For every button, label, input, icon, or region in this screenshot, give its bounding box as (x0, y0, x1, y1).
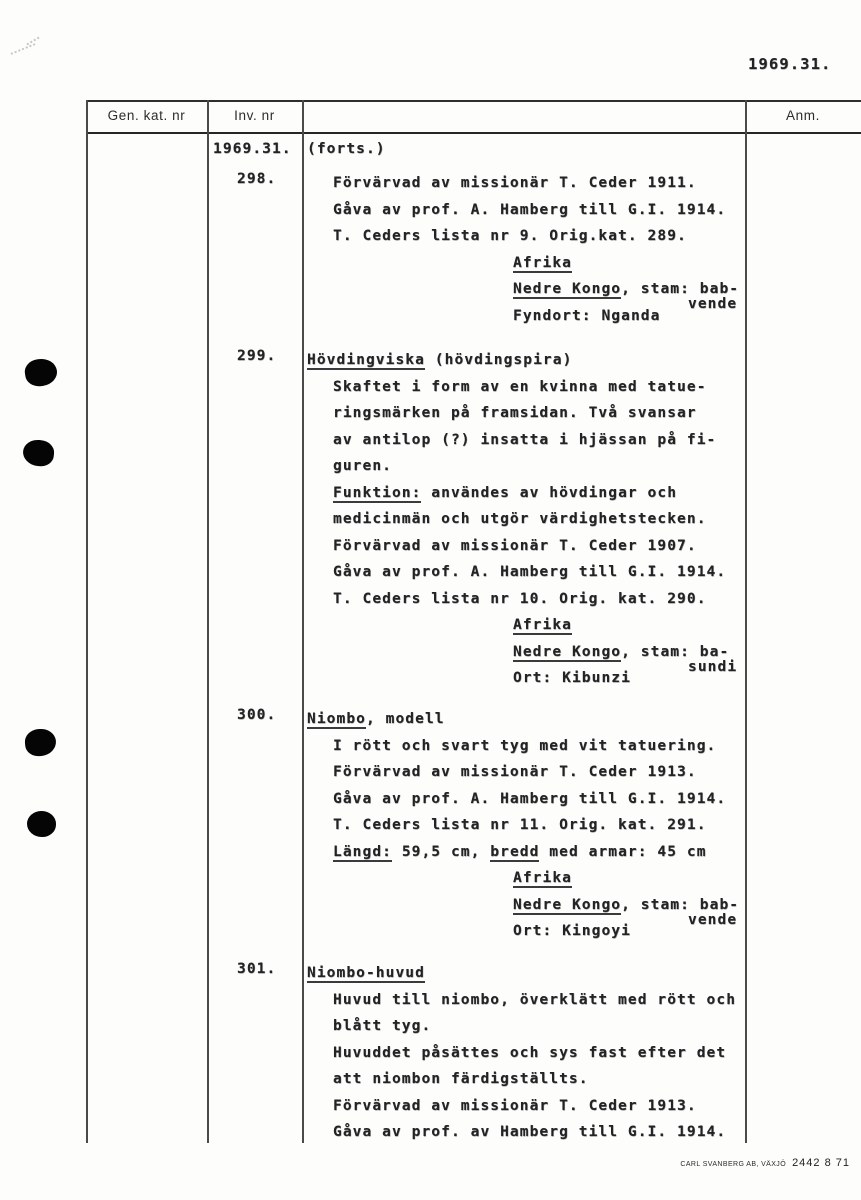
entry-lines (307, 347, 745, 692)
text-segment: Ort: Kibunzi (513, 670, 631, 686)
underlined-text: Afrika (513, 617, 572, 633)
text-segment: av antilop (?) insatta i hjässan på fi- (333, 431, 717, 448)
entry-line (307, 1040, 745, 1067)
entry-line (307, 839, 745, 866)
entry-line (307, 759, 745, 786)
column-header-anm: Anm. (786, 108, 820, 123)
entry-line (307, 170, 745, 197)
text-segment: guren. (333, 458, 392, 474)
underlined-text: Funktion: (333, 484, 422, 501)
entry-lines (307, 960, 745, 1146)
entry-line (307, 453, 745, 480)
underlined-text: bredd (490, 843, 540, 860)
text-segment: med armar: 45 cm (539, 843, 707, 860)
text-segment: Gåva av prof. av Hamberg till G.I. 1914. (333, 1124, 727, 1140)
entry-line (307, 1093, 745, 1120)
text-segment: Gåva av prof. A. Hamberg till G.I. 1914. (333, 790, 727, 807)
column-header-inv-nr: Inv. nr (234, 108, 275, 123)
entry-line (307, 559, 745, 586)
continuation-inv-nr: 1969.31. (213, 141, 292, 157)
hanging-continuation-word: vende (688, 296, 738, 312)
entry-line (307, 1066, 745, 1093)
entry-line (307, 480, 745, 507)
text-segment: Förvärvad av missionär T. Ceder 1907. (333, 537, 697, 554)
text-segment: Huvuddet påsättes och sys fast efter det (333, 1044, 727, 1061)
punch-hole (23, 357, 58, 388)
text-segment: I rött och svart tyg med vit tatuering. (333, 737, 717, 754)
entry-inv-nr: 299. (237, 348, 277, 364)
text-segment: Förvärvad av missionär T. Ceder 1911. (333, 175, 697, 191)
text-segment: ringsmärken på framsidan. Två svansar (333, 405, 697, 421)
text-segment: Förvärvad av missionär T. Ceder 1913. (333, 764, 697, 780)
underlined-text: Niombo (307, 711, 366, 727)
hanging-continuation-word: sundi (688, 658, 738, 675)
underlined-text: Nedre Kongo (513, 281, 622, 297)
text-segment: Förvärvad av missionär T. Ceder 1913. (333, 1097, 697, 1114)
entry-line (307, 786, 745, 813)
entry-line (307, 1013, 745, 1040)
text-segment: Huvud till niombo, överklätt med rött och (333, 991, 737, 1008)
text-segment: Fyndort: Nganda (513, 307, 661, 324)
text-segment: blått tyg. (333, 1018, 432, 1034)
entry-line (307, 1119, 745, 1146)
entry-line (307, 374, 745, 401)
text-segment: Ort: Kingoyi (513, 923, 631, 939)
entry-inv-nr: 301. (237, 961, 277, 977)
printer-code: 2442 8 71 (792, 1157, 850, 1169)
entry-line (307, 347, 745, 374)
entry-line (307, 865, 745, 892)
text-segment: T. Ceders lista nr 11. Orig. kat. 291. (333, 817, 707, 833)
table-border-left (86, 100, 88, 1143)
entry-line (307, 665, 745, 692)
continuation-note: (forts.) (307, 141, 386, 157)
entry-line (307, 612, 745, 639)
entry-line (307, 706, 745, 733)
entry-line (307, 960, 745, 987)
underlined-text: Afrika (513, 870, 572, 886)
entry-line (307, 250, 745, 277)
underlined-text: Nedre Kongo (513, 643, 622, 660)
entry-line (307, 303, 745, 330)
underlined-text: Niombo-huvud (307, 965, 425, 981)
entry-line (307, 918, 745, 945)
text-segment: T. Ceders lista nr 10. Orig. kat. 290. (333, 590, 707, 607)
printer-name: CARL SVANBERG AB, VÄXJÖ (680, 1161, 787, 1168)
text-segment: , modell (365, 711, 445, 727)
punch-hole (24, 728, 57, 758)
underlined-text: Längd: (333, 843, 392, 860)
underlined-text: Afrika (513, 254, 572, 271)
page-number: 1969.31. (748, 55, 832, 73)
entry-line (307, 197, 745, 224)
underlined-text: Nedre Kongo (513, 896, 622, 913)
pencil-mark (11, 43, 36, 55)
column-header-gen-kat-nr: Gen. kat. nr (107, 108, 186, 123)
text-segment: Gåva av prof. A. Hamberg till G.I. 1914. (333, 564, 727, 580)
entry-line (307, 427, 745, 454)
entry-line (307, 812, 745, 839)
entry-line (307, 400, 745, 427)
entry-line (307, 586, 745, 613)
entry-inv-nr: 298. (237, 171, 277, 187)
text-segment: Gåva av prof. A. Hamberg till G.I. 1914. (333, 201, 727, 218)
entry-line (307, 733, 745, 760)
entry-row (207, 706, 745, 945)
text-segment: Skaftet i form av en kvinna med tatue- (333, 378, 707, 395)
entry-line (307, 506, 745, 533)
text-segment: , stam: bab- (621, 281, 740, 297)
entry-line (307, 892, 745, 928)
underlined-text: Hövdingviska (307, 352, 425, 368)
entry-line (307, 276, 745, 312)
text-segment: T. Ceders lista nr 9. Orig.kat. 289. (333, 228, 687, 244)
entry-line (307, 223, 745, 250)
text-segment: att niombon färdigställts. (333, 1071, 589, 1087)
text-segment: användes av hövdingar och (421, 484, 678, 501)
text-segment: medicinmän och utgör värdighetstecken. (333, 511, 707, 527)
text-segment: , stam: bab- (621, 896, 740, 913)
text-segment: , stam: ba- (621, 643, 730, 660)
punch-hole (27, 811, 56, 837)
entry-lines (307, 706, 745, 945)
entry-lines (307, 170, 745, 329)
entry-row (207, 170, 745, 329)
entry-inv-nr: 300. (237, 707, 277, 723)
entry-row (207, 347, 745, 692)
entry-line (307, 639, 745, 675)
entry-line (307, 987, 745, 1014)
hanging-continuation-word: vende (688, 911, 738, 928)
punch-hole (22, 438, 56, 467)
entry-line (307, 533, 745, 560)
text-segment: 59,5 cm, (391, 843, 491, 860)
text-segment: (hövdingspira) (424, 352, 573, 368)
column-divider-anm (745, 100, 747, 1143)
printer-imprint (680, 1157, 850, 1169)
entry-row (207, 960, 745, 1146)
